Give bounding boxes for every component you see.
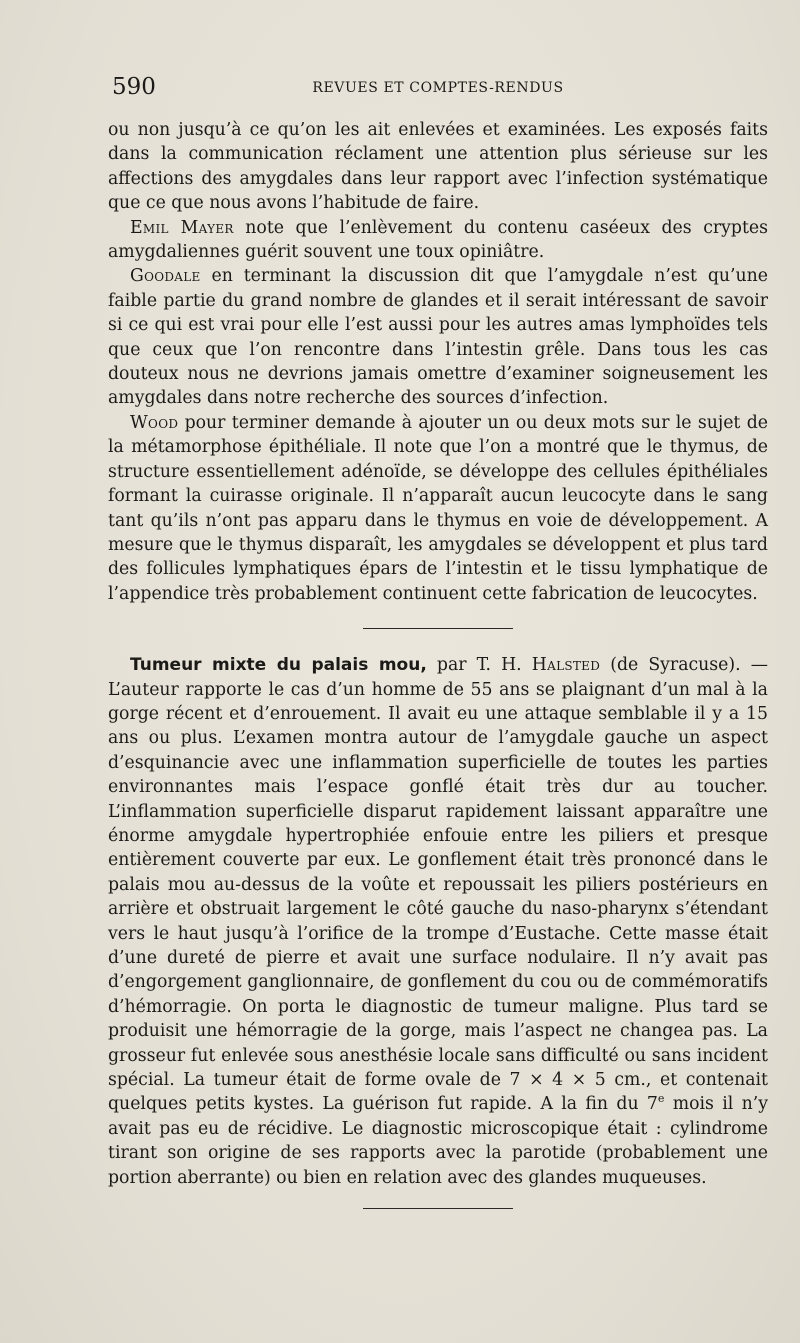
article-location: (de Syracuse). bbox=[600, 655, 741, 676]
paragraph-text: ou non jusqu’à ce qu’on les ait enlevées et examinées. Les exposés faits dans la communication réclament une attention plus sérieuse sur les affections des amygdales dans leur rapport avec l’infection systématique que ce que nous avons l’habitude de faire. bbox=[108, 120, 768, 214]
paragraph-continuation bbox=[108, 118, 768, 216]
article-author: Halsted bbox=[531, 655, 601, 676]
paragraph-wood bbox=[108, 411, 768, 606]
section-divider bbox=[363, 628, 513, 629]
page-header bbox=[108, 74, 768, 104]
article-byline: par T. H. bbox=[426, 655, 532, 676]
ordinal-superscript: e bbox=[657, 1092, 665, 1106]
article-title: Tumeur mixte du palais mou, bbox=[130, 655, 427, 676]
running-head: REVUES ET COMPTES-RENDUS bbox=[312, 80, 564, 96]
speaker-name: Goodale bbox=[130, 266, 201, 287]
paragraph-mayer bbox=[108, 216, 768, 265]
speaker-name: Emil Mayer bbox=[130, 217, 234, 238]
article-text-end: mois il n’y avait pas eu de récidive. Le diagnostic microscopique était : cylindrome tirant son origine de ses rapports avec la parotide (probablement une portion aberrante) ou bien en relation avec des glandes muqueuses. bbox=[108, 1094, 768, 1188]
page-number: 590 bbox=[112, 74, 156, 100]
paragraph-text: en terminant la discussion dit que l’amygdale n’est qu’une faible partie du grand nombre de glandes et il serait intéressant de savoir si ce qui est vrai pour elle l’est aussi pour les autres amas lymphoïdes tels que ceux que l’on rencontre dans l’intestin grêle. Dans tous les cas douteux nous ne devrions jamais omettre d’examiner soigneusement les amygdales dans notre recherche des sources d’infection. bbox=[108, 266, 768, 409]
paragraph-goodale bbox=[108, 264, 768, 410]
body-text bbox=[108, 118, 768, 1209]
article-text: — L’auteur rapporte le cas d’un homme de 55 ans se plaignant d’un mal à la gorge récent et d’enrouement. Il avait eu une attaque semblable il y a 15 ans ou plus. L’examen montra autour de l’amygdale gauche un aspect d’esquinancie avec une inflammation superficielle de toutes les parties environnantes mais l’espace gonflé était très dur au toucher. L’inflammation superficielle disparut rapidement laissant apparaître une énorme amygdale hypertrophiée enfouie entre les piliers et presque entièrement couverte par eux. Le gonflement était très prononcé dans le palais mou au-dessus de la voûte et repoussait les piliers postérieurs en arrière et obstruait largement le côté gauche du naso-pharynx s’étendant vers le haut jusqu’à l’orifice de la trompe d’Eustache. Cette masse était d’une dureté de pierre et avait une surface nodulaire. Il n’y avait pas d’engorgement ganglionnaire, de gonflement du cou ou de commémoratifs d’hémorragie. On porta le diagnostic de tumeur maligne. Plus tard se produisit une hémorragie de la gorge, mais l’aspect ne changea pas. La grosseur fut enlevée sous anesthésie locale sans difficulté ou sans incident spécial. La tumeur était de forme ovale de 7 × 4 × 5 cm., et contenait quelques petits kystes. La guérison fut rapide. A la fin du 7 bbox=[108, 655, 768, 1115]
paragraph-text: note que l’enlèvement du contenu caséeux des cryptes amygdaliennes guérit souvent une toux opiniâtre. bbox=[108, 217, 768, 263]
end-divider bbox=[363, 1208, 513, 1209]
article-paragraph bbox=[108, 653, 768, 1190]
speaker-name: Wood bbox=[130, 412, 179, 433]
paragraph-text: pour terminer demande à ajouter un ou deux mots sur le sujet de la métamorphose épithéliale. Il note que l’on a montré que le thymus, de structure essentiellement adénoïde, se développe des cellules épithéliales formant la cuirasse originale. Il n’apparaît aucun leucocyte dans le sang tant qu’ils n’ont pas apparu dans le thymus en voie de développement. A mesure que le thymus disparaît, les amygdales se développent et plus tard des follicules lymphatiques épars de l’intestin et le tissu lymphatique de l’appendice très probablement continuent cette fabrication de leucocytes. bbox=[108, 412, 768, 604]
